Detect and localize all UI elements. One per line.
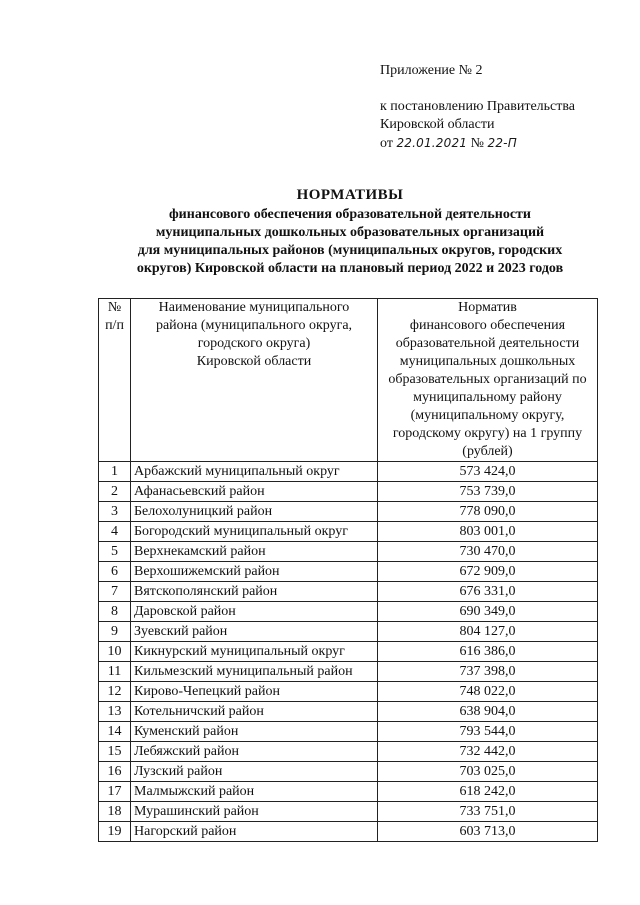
- row-number: 5: [99, 542, 131, 562]
- header-name-line: района (муниципального округа,: [155, 318, 353, 333]
- row-number: 11: [99, 662, 131, 682]
- row-number: 14: [99, 722, 131, 742]
- row-district-name: Мурашинский район: [131, 802, 378, 822]
- row-norm-value: 803 001,0: [378, 522, 598, 542]
- date-number-line: [380, 134, 630, 153]
- row-norm-value: 737 398,0: [378, 662, 598, 682]
- header-name-line: Кировской области: [196, 354, 312, 369]
- table-row: [99, 682, 598, 702]
- table-row: [99, 622, 598, 642]
- table-row: [99, 462, 598, 482]
- table-header-row: [99, 299, 598, 462]
- table-row: [99, 742, 598, 762]
- row-norm-value: 793 544,0: [378, 722, 598, 742]
- row-district-name: Куменский район: [131, 722, 378, 742]
- title-line-3: для муниципальных районов (муниципальных округов, городских: [137, 243, 563, 258]
- title-line-4: округов) Кировской области на плановый период 2022 и 2023 годов: [136, 261, 564, 276]
- row-number: 17: [99, 782, 131, 802]
- table-row: [99, 702, 598, 722]
- header-value-line: муниципальных дошкольных: [399, 354, 576, 369]
- document-title: [100, 186, 600, 278]
- row-number: 2: [99, 482, 131, 502]
- row-norm-value: 732 442,0: [378, 742, 598, 762]
- header-value-line: Норматив: [458, 300, 517, 315]
- row-norm-value: 730 470,0: [378, 542, 598, 562]
- row-district-name: Котельничский район: [131, 702, 378, 722]
- row-number: 9: [99, 622, 131, 642]
- row-district-name: Лузский район: [131, 762, 378, 782]
- row-number: 16: [99, 762, 131, 782]
- row-number: 10: [99, 642, 131, 662]
- header-value-line: городскому округу) на 1 группу: [392, 426, 583, 441]
- header-value-line: муниципальному району: [413, 390, 562, 405]
- resolution-line: к постановлению Правительства: [380, 99, 576, 114]
- header-name-line: городского округа): [197, 336, 311, 351]
- row-number: 13: [99, 702, 131, 722]
- table-row: [99, 602, 598, 622]
- row-number: 6: [99, 562, 131, 582]
- table-row: [99, 642, 598, 662]
- header-name-line: Наименование муниципального: [158, 300, 350, 315]
- title-line-2: муниципальных дошкольных образовательных организаций: [155, 225, 545, 240]
- row-norm-value: 804 127,0: [378, 622, 598, 642]
- title-main: НОРМАТИВЫ: [296, 187, 404, 203]
- row-district-name: Богородский муниципальный округ: [131, 522, 378, 542]
- row-district-name: Верхнекамский район: [131, 542, 378, 562]
- header-value-line: (муниципальному округу,: [410, 408, 565, 423]
- row-district-name: Малмыжский район: [131, 782, 378, 802]
- row-norm-value: 676 331,0: [378, 582, 598, 602]
- table-row: [99, 662, 598, 682]
- row-district-name: Даровской район: [131, 602, 378, 622]
- header-value-line: финансового обеспечения: [409, 318, 566, 333]
- region-line: Кировской области: [380, 117, 495, 132]
- table-row: [99, 542, 598, 562]
- date-prefix: от: [380, 136, 393, 151]
- row-district-name: Афанасьевский район: [131, 482, 378, 502]
- header-number-line: п/п: [105, 318, 124, 333]
- row-norm-value: 672 909,0: [378, 562, 598, 582]
- row-norm-value: 703 025,0: [378, 762, 598, 782]
- row-norm-value: 733 751,0: [378, 802, 598, 822]
- row-number: 15: [99, 742, 131, 762]
- row-number: 8: [99, 602, 131, 622]
- table-row: [99, 762, 598, 782]
- row-number: 7: [99, 582, 131, 602]
- row-district-name: Кирово-Чепецкий район: [131, 682, 378, 702]
- row-district-name: Лебяжский район: [131, 742, 378, 762]
- row-norm-value: 748 022,0: [378, 682, 598, 702]
- row-number: 12: [99, 682, 131, 702]
- row-norm-value: 603 713,0: [378, 822, 598, 842]
- table-row: [99, 822, 598, 842]
- row-number: 3: [99, 502, 131, 522]
- row-district-name: Зуевский район: [131, 622, 378, 642]
- table-body: [99, 462, 598, 842]
- header-value-line: образовательной деятельности: [395, 336, 580, 351]
- row-norm-value: 690 349,0: [378, 602, 598, 622]
- norms-table: [98, 298, 598, 842]
- title-line-1: финансового обеспечения образовательной деятельности: [169, 207, 531, 222]
- appendix-label: Приложение № 2: [380, 63, 483, 78]
- table-row: [99, 522, 598, 542]
- row-norm-value: 753 739,0: [378, 482, 598, 502]
- header-number: [99, 299, 131, 462]
- row-norm-value: 638 904,0: [378, 702, 598, 722]
- row-district-name: Вятскополянский район: [131, 582, 378, 602]
- table-row: [99, 482, 598, 502]
- row-district-name: Белохолуницкий район: [131, 502, 378, 522]
- row-norm-value: 618 242,0: [378, 782, 598, 802]
- header-number-line: №: [107, 300, 122, 315]
- number-prefix: №: [470, 136, 485, 151]
- row-district-name: Нагорский район: [131, 822, 378, 842]
- header-value-line: образовательных организаций по: [388, 372, 587, 387]
- row-number: 4: [99, 522, 131, 542]
- appendix-header: [380, 62, 630, 153]
- row-number: 18: [99, 802, 131, 822]
- row-norm-value: 778 090,0: [378, 502, 598, 522]
- row-norm-value: 616 386,0: [378, 642, 598, 662]
- table-row: [99, 582, 598, 602]
- handwritten-date: 22.01.2021: [396, 136, 468, 150]
- row-district-name: Кикнурский муниципальный округ: [131, 642, 378, 662]
- handwritten-number: 22-П: [487, 136, 517, 150]
- table-row: [99, 802, 598, 822]
- row-number: 1: [99, 462, 131, 482]
- table-row: [99, 562, 598, 582]
- header-value-line: (рублей): [462, 444, 513, 459]
- table-row: [99, 722, 598, 742]
- row-norm-value: 573 424,0: [378, 462, 598, 482]
- table-row: [99, 782, 598, 802]
- row-district-name: Кильмезский муниципальный район: [131, 662, 378, 682]
- row-number: 19: [99, 822, 131, 842]
- header-name: [131, 299, 378, 462]
- row-district-name: Верхошижемский район: [131, 562, 378, 582]
- table-row: [99, 502, 598, 522]
- header-value: [378, 299, 598, 462]
- row-district-name: Арбажский муниципальный округ: [131, 462, 378, 482]
